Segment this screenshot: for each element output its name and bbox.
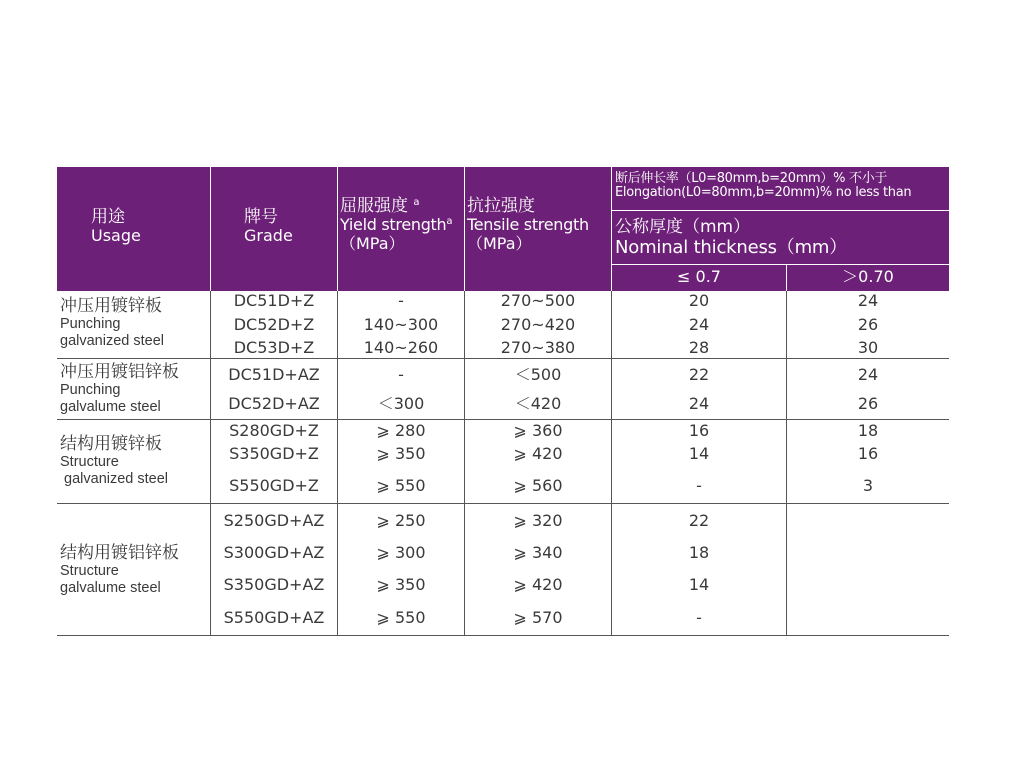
header-tensile-zh: 抗拉强度 [467,196,535,216]
header-grade [244,207,293,246]
grade-cell: S550GD+AZ [223,608,325,627]
header-elongation-en: Elongation(L0=80mm,b=20mm)% no less than [615,185,912,201]
yield-cell: ⩾ 350 [376,575,426,594]
elongation-thin-cell: 24 [688,315,710,334]
grade-cell: DC51D+Z [233,291,315,310]
usage-zh: 冲压用镀锌板 [60,296,162,316]
usage-en: galvanized steel [60,333,164,349]
elongation-thin-cell: 22 [688,365,710,384]
header-elongation-zh: 断后伸长率（L0=80mm,b=20mm）% 不小于 [615,171,888,186]
header-thick: ＞0.70 [842,267,894,286]
yield-cell: ⩾ 280 [376,421,426,440]
header-elongation [615,172,911,201]
header-yield-zh: 屈服强度 [340,196,408,216]
grade-cell: S300GD+AZ [223,543,325,562]
yield-cell: ⩾ 550 [376,476,426,495]
grade-cell: DC53D+Z [233,338,315,357]
table-header [57,167,949,291]
elongation-thin-cell: 18 [688,543,710,562]
elongation-thick-cell: 26 [857,315,879,334]
header-nominal-en: Nominal thickness（mm） [615,237,848,259]
grade-cell: DC52D+AZ [228,394,320,413]
elongation-thin-cell: - [696,476,702,495]
header-tensile [467,196,589,254]
usage-cell [60,544,179,597]
usage-en: galvalume steel [60,580,161,596]
group-divider [57,419,949,420]
usage-en: Punching [60,316,121,332]
elongation-thin-cell: 14 [688,444,710,463]
tensile-cell: 270~380 [500,338,576,357]
yield-cell: ＜300 [377,394,425,413]
header-rule [611,210,949,211]
usage-en: Punching [60,382,121,398]
elongation-thick-cell: 16 [857,444,879,463]
header-rule [611,264,949,265]
header-grade-zh: 牌号 [244,207,278,227]
yield-cell: 140~300 [363,315,439,334]
elongation-thick-cell: 26 [857,394,879,413]
elongation-thick-cell: 24 [857,291,879,310]
yield-cell: ⩾ 350 [376,444,426,463]
header-usage-en: Usage [91,226,141,246]
header-divider [464,167,465,291]
usage-en: galvalume steel [60,399,161,415]
elongation-thin-cell: 20 [688,291,710,310]
usage-zh: 结构用镀铝锌板 [60,543,179,563]
group-divider [57,503,949,504]
usage-en: galvanized steel [60,471,169,487]
elongation-thick-cell: 18 [857,421,879,440]
usage-cell [60,435,168,488]
grade-cell: S280GD+Z [229,421,319,440]
yield-cell: 140~260 [363,338,439,357]
header-yield-sup: a [413,197,420,208]
yield-cell: ⩾ 550 [376,608,426,627]
yield-cell: ⩾ 250 [376,511,426,530]
group-divider [57,358,949,359]
header-yield [340,196,452,254]
yield-cell: ⩾ 300 [376,543,426,562]
header-usage-zh: 用途 [91,207,125,227]
elongation-thin-cell: 22 [688,511,710,530]
grade-cell: S550GD+Z [229,476,319,495]
elongation-thin-cell: - [696,608,702,627]
header-divider [337,167,338,291]
grade-cell: S250GD+AZ [223,511,325,530]
tensile-cell: ⩾ 320 [513,511,563,530]
header-divider [210,167,211,291]
tensile-cell: ⩾ 340 [513,543,563,562]
grade-cell: DC51D+AZ [228,365,320,384]
yield-cell: - [398,365,404,384]
header-tensile-en: Tensile strength [467,215,589,235]
tensile-cell: ⩾ 560 [513,476,563,495]
tensile-cell: ⩾ 420 [513,444,563,463]
header-usage [91,207,141,246]
header-yield-en-sup: a [446,216,453,228]
grade-cell: DC52D+Z [233,315,315,334]
elongation-thick-cell: 30 [857,338,879,357]
header-yield-en: Yield strength [340,215,447,235]
elongation-thin-cell: 24 [688,394,710,413]
tensile-cell: ⩾ 360 [513,421,563,440]
header-nominal-zh: 公称厚度（mm） [615,217,751,237]
grade-cell: S350GD+AZ [223,575,325,594]
usage-cell [60,297,164,350]
elongation-thin-cell: 14 [688,575,710,594]
tensile-cell: ⩾ 420 [513,575,563,594]
tensile-cell: ⩾ 570 [513,608,563,627]
header-tensile-unit: （MPa） [467,233,532,253]
tensile-cell: 270~420 [500,315,576,334]
elongation-thin-cell: 28 [688,338,710,357]
tensile-cell: ＜420 [514,394,562,413]
tensile-cell: ＜500 [514,365,562,384]
usage-cell [60,363,179,416]
elongation-thick-cell: 3 [862,476,874,495]
usage-en: Structure [60,454,119,470]
grade-cell: S350GD+Z [229,444,319,463]
usage-en: Structure [60,563,119,579]
header-yield-unit: （MPa） [340,233,405,253]
elongation-thin-cell: 16 [688,421,710,440]
header-thin: ≤ 0.7 [677,267,721,286]
header-nominal-thickness [615,217,847,258]
yield-cell: - [398,291,404,310]
table-bottom-rule [57,635,949,636]
header-grade-en: Grade [244,226,293,246]
usage-zh: 结构用镀锌板 [60,434,162,454]
tensile-cell: 270~500 [500,291,576,310]
elongation-thick-cell: 24 [857,365,879,384]
usage-zh: 冲压用镀铝锌板 [60,362,179,382]
